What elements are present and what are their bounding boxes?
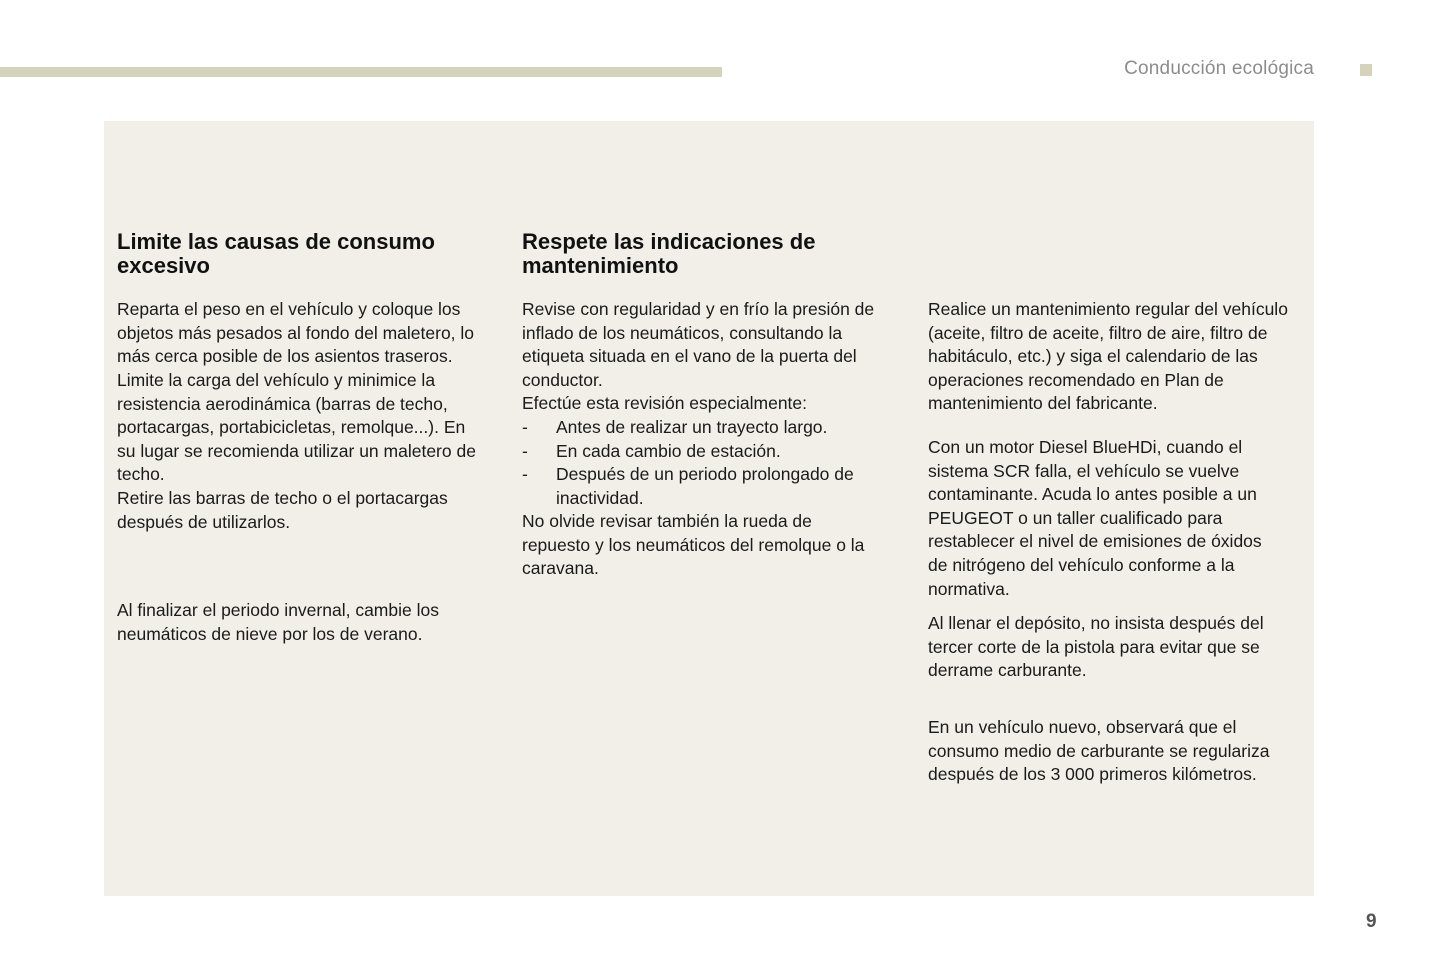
- paragraph-winter-tyres: Al finalizar el periodo invernal, cambie los neumáticos de nieve por los de verano.: [117, 600, 439, 644]
- list-item: - En cada cambio de estación.: [522, 440, 781, 461]
- paragraph-check-when: Efectúe esta revisión especialmente:: [522, 393, 808, 413]
- paragraph-regular-service: Realice un mantenimiento regular del vehículo (aceite, filtro de aceite, filtro de aire, filtro de habitáculo, etc.) y siga el calendario de las operaciones recomendado en Plan de mantenimiento del fabricante.: [928, 299, 1288, 414]
- section-title: Conducción ecológica: [1124, 58, 1314, 79]
- section-marker-icon: [1360, 64, 1372, 76]
- heading-maintenance: Respete las indicaciones de mantenimiento: [522, 229, 816, 278]
- content-panel: [104, 121, 1314, 896]
- paragraph-refuelling: Al llenar el depósito, no insista después del tercer corte de la pistola para evitar que se derrame carburante.: [928, 613, 1264, 681]
- paragraph-bluehdi: Con un motor Diesel BlueHDi, cuando el sistema SCR falla, el vehículo se vuelve contaminante. Acuda lo antes posible a un PEUGEOT o un taller cualificado para restablecer el nivel de emisiones de óxidos de nitrógeno del vehículo conforme a la normativa.: [928, 437, 1262, 599]
- header-rule: [0, 67, 722, 77]
- paragraph-weight: Reparta el peso en el vehículo y coloque los objetos más pesados al fondo del maletero, lo más cerca posible de los asientos traseros.: [117, 299, 475, 367]
- list-item: - Antes de realizar un trayecto largo.: [522, 417, 828, 437]
- paragraph-load: Limite la carga del vehículo y minimice la resistencia aerodinámica (barras de techo, portacargas, portabicicletas, remolque...). En su lugar se recomienda utilizar un maletero de techo.: [117, 370, 476, 485]
- paragraph-new-vehicle: En un vehículo nuevo, observará que el consumo medio de carburante se regulariza después de los 3 000 primeros kilómetros.: [928, 717, 1270, 785]
- check-list: [522, 416, 884, 510]
- page-number: 9: [1366, 911, 1377, 932]
- paragraph-spare-wheel: No olvide revisar también la rueda de repuesto y los neumáticos del remolque o la caravana.: [522, 511, 865, 579]
- paragraph-roof-bars: Retire las barras de techo o el portacargas después de utilizarlos.: [117, 488, 448, 532]
- paragraph-tyre-pressure: Revise con regularidad y en frío la presión de inflado de los neumáticos, consultando la etiqueta situada en el vano de la puerta del conductor.: [522, 299, 875, 390]
- list-item: - Después de un periodo prolongado de inactividad.: [522, 464, 854, 508]
- heading-consumption: Limite las causas de consumo excesivo: [117, 229, 435, 278]
